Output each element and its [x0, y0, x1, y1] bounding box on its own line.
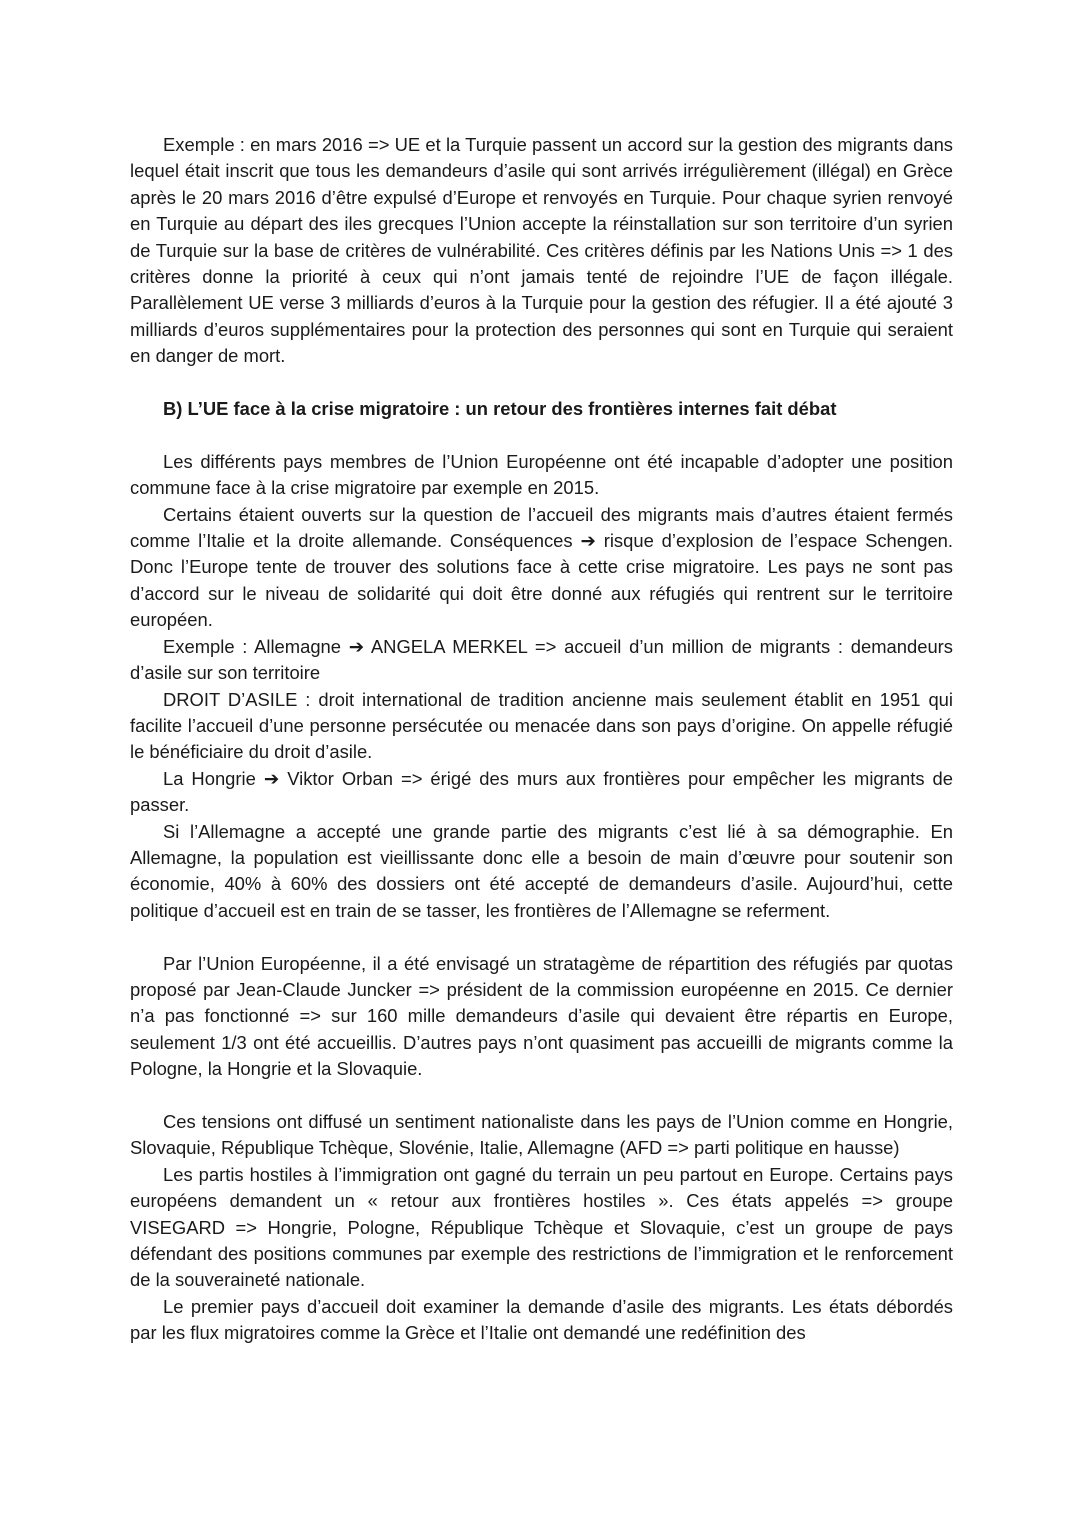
paragraph-quotas: Par l’Union Européenne, il a été envisagé un stratagème de répartition des réfugiés par quotas proposé par Jean-Claude Juncker => président de la commission européenne en 2015. Ce dernier n’a pas fonctionné => sur 160 mille demandeurs d’asile qui devaient être répartis en Europe, seulement 1/3 ont été accueillis. D’autres pays n’ont quasiment pas accueilli de migrants comme la Pologne, la Hongrie et la Slovaquie.	[130, 952, 953, 1080]
spacer	[130, 422, 953, 448]
document-page	[130, 132, 953, 1347]
paragraph-germany-part-1: Exemple : Allemagne	[163, 635, 349, 657]
paragraph-schengen-part-1: Certains étaient ouverts sur la question de l’accueil des migrants mais d’autres étaient fermés comme l’Italie et la droite allemande. Conséquences	[130, 503, 953, 552]
spacer	[130, 1083, 953, 1109]
paragraph-asylum-right: DROIT D’ASILE : droit international de tradition ancienne mais seulement établit en 1951 qui facilite l’accueil d’une personne persécutée ou menacée dans son pays d’origine. On appelle réfugié le bénéficiaire du droit d’asile.	[130, 688, 953, 763]
arrow-right-icon: ➔	[348, 635, 365, 657]
paragraph-hungary-part-2: Viktor Orban => érigé des murs aux frontières pour empêcher les migrants de passer.	[130, 767, 953, 816]
paragraph-turkey-agreement: Exemple : en mars 2016 => UE et la Turquie passent un accord sur la gestion des migrants dans lequel était inscrit que tous les demandeurs d’asile qui sont arrivés irrégulièrement (illégal) en Grèce après le 20 mars 2016 d’être expulsé d’Europe et renvoyés en Turquie. Pour chaque syrien renvoyé en Turquie au départ des iles grecques l’Union accepte la réinstallation sur son territoire d’un syrien de Turquie sur la base de critères de vulnérabilité. Ces critères définis par les Nations Unis => 1 des critères donne la priorité à ceux qui n’ont jamais tenté de rejoindre l’UE de façon illégale. Parallèlement UE verse 3 milliards d’euros à la Turquie pour la gestion des réfugier. Il a été ajouté 3 milliards d’euros supplémentaires pour la protection des personnes qui sont en Turquie qui seraient en danger de mort.	[130, 134, 953, 367]
arrow-right-icon: ➔	[263, 767, 280, 789]
paragraph-visegrad: Les partis hostiles à l’immigration ont gagné du terrain un peu partout en Europe. Certains pays européens demandent un « retour aux frontières hostiles ». Ces états appelés => groupe VISEGARD => Hongrie, Pologne, République Tchèque et Slovaquie, c’est un groupe de pays défendant des positions communes par exemple des restrictions de l’immigration et le renforcement de la souveraineté nationale.	[130, 1163, 953, 1291]
spacer	[130, 370, 953, 396]
paragraph-germany-example	[130, 634, 953, 687]
arrow-right-icon: ➔	[580, 530, 596, 552]
paragraph-schengen-part-2: risque d’explosion de l’espace Schengen. Donc l’Europe tente de trouver des solutions face à cette crise migratoire. Les pays ne sont pas d’accord sur le niveau de solidarité qui doit être donné aux réfugiés qui rentrent sur le territoire européen.	[130, 530, 954, 631]
paragraph-nationalism: Ces tensions ont diffusé un sentiment nationaliste dans les pays de l’Union comme en Hongrie, Slovaquie, République Tchèque, Slovénie, Italie, Allemagne (AFD => parti politique en hausse)	[130, 1110, 953, 1159]
paragraph-germany-part-2: ANGELA MERKEL => accueil d’un million de migrants : demandeurs d’asile sur son territoire	[130, 635, 953, 684]
spacer	[130, 924, 953, 950]
paragraph-first-country: Le premier pays d’accueil doit examiner la demande d’asile des migrants. Les états débordés par les flux migratoires comme la Grèce et l’Italie ont demandé une redéfinition des	[130, 1295, 953, 1344]
paragraph-hungary	[130, 766, 953, 819]
paragraph-germany-demography: Si l’Allemagne a accepté une grande partie des migrants c’est lié à sa démographie. En Allemagne, la population est vieillissante donc elle a besoin de main d’œuvre pour soutenir son économie, 40% à 60% des dossiers ont été accepté de demandeurs d’asile. Aujourd’hui, cette politique d’accueil est en train de se tasser, les frontières de l’Allemagne se referment.	[130, 820, 953, 921]
paragraph-member-states: Les différents pays membres de l’Union Européenne ont été incapable d’adopter une position commune face à la crise migratoire par exemple en 2015.	[130, 450, 953, 499]
section-heading-b: B) L’UE face à la crise migratoire : un retour des frontières internes fait débat	[163, 398, 837, 420]
paragraph-hungary-part-1: La Hongrie	[163, 767, 264, 789]
paragraph-schengen	[130, 502, 953, 634]
